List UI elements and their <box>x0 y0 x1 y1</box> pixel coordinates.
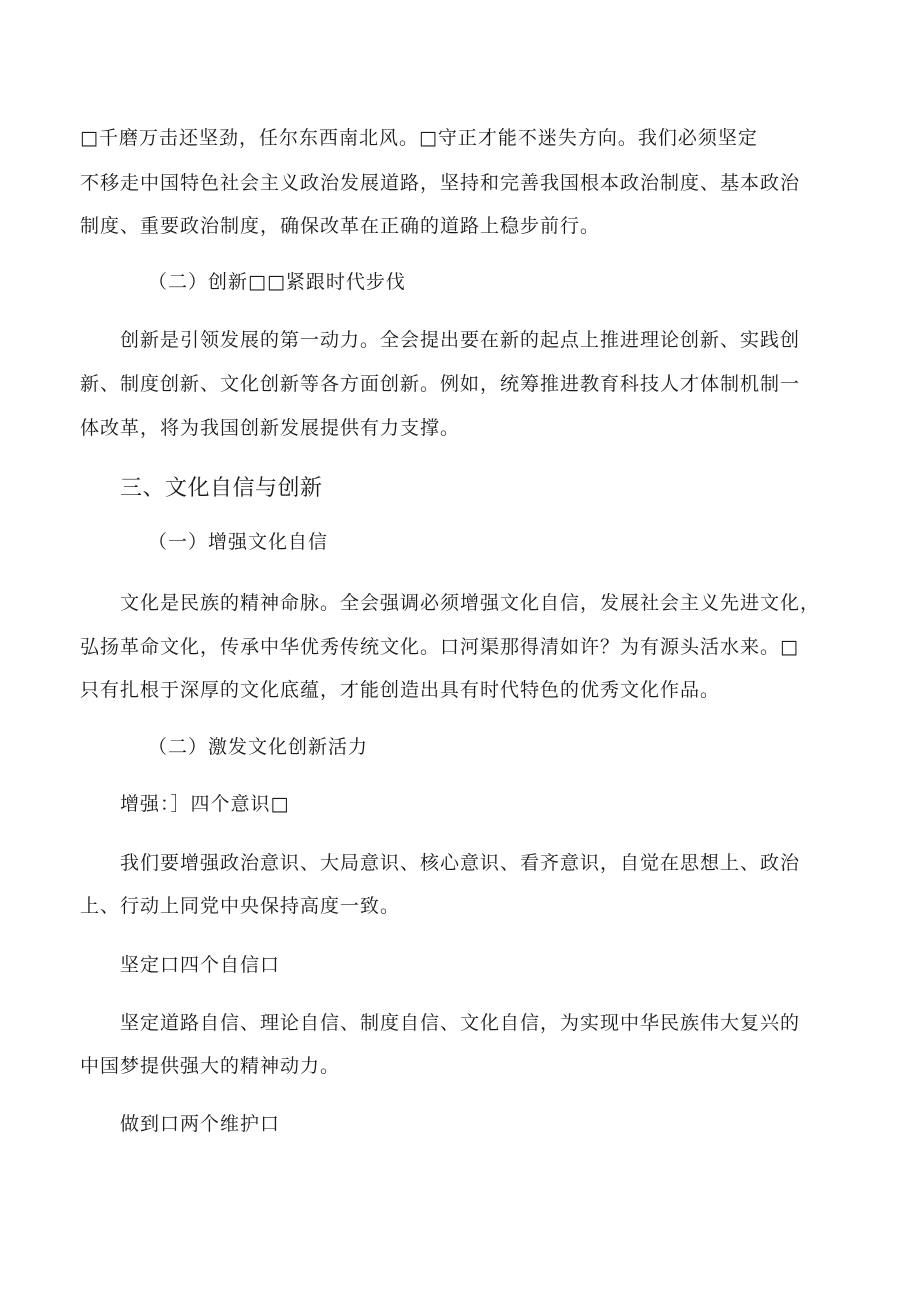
item-four-awareness: 增强：］四个意识□ <box>120 793 290 815</box>
paragraph-line: 体改革，将为我国创新发展提供有力支撑。 <box>80 417 461 439</box>
paragraph-line: 中国梦提供强大的精神动力。 <box>80 1055 341 1077</box>
paragraph-line: 新、制度创新、文化创新等各方面创新。例如，统筹推进教育科技人才体制机制一 <box>80 373 801 395</box>
section-heading: 三、文化自信与创新 <box>120 476 323 501</box>
paragraph-line: 上、行动上同党中央保持高度一致。 <box>80 895 401 917</box>
sub-heading-innovation: （二）创新□□紧跟时代步伐 <box>148 271 406 293</box>
item-four-confidence: 坚定口四个自信口 <box>120 954 281 976</box>
paragraph-line: 不移走中国特色社会主义政治发展道路，坚持和完善我国根本政治制度、基本政治 <box>80 172 801 194</box>
paragraph-line: 创新是引领发展的第一动力。全会提出要在新的起点上推进理论创新、实践创 <box>120 329 801 351</box>
item-two-safeguards: 做到口两个维护口 <box>120 1113 281 1135</box>
sub-heading-confidence: （一）增强文化自信 <box>148 531 329 553</box>
paragraph-line: 制度、重要政治制度，确保改革在正确的道路上稳步前行。 <box>80 215 601 237</box>
paragraph-line: 只有扎根于深厚的文化底蕴，才能创造出具有时代特色的优秀文化作品。 <box>80 679 721 701</box>
paragraph-line: 我们要增强政治意识、大局意识、核心意识、看齐意识，自觉在思想上、政治 <box>120 852 801 874</box>
paragraph-line: 坚定道路自信、理论自信、制度自信、文化自信，为实现中华民族伟大复兴的 <box>120 1012 801 1034</box>
paragraph-line: □千磨万击还坚劲，任尔东西南北风。□守正才能不迷失方向。我们必须坚定 <box>80 127 758 149</box>
paragraph-line: 弘扬革命文化，传承中华优秀传统文化。口河渠那得清如许？为有源头活水来。□ <box>80 636 799 658</box>
sub-heading-vitality: （二）激发文化创新活力 <box>148 736 369 758</box>
paragraph-line: 文化是民族的精神命脉。全会强调必须增强文化自信，发展社会主义先进文化， <box>120 592 821 614</box>
